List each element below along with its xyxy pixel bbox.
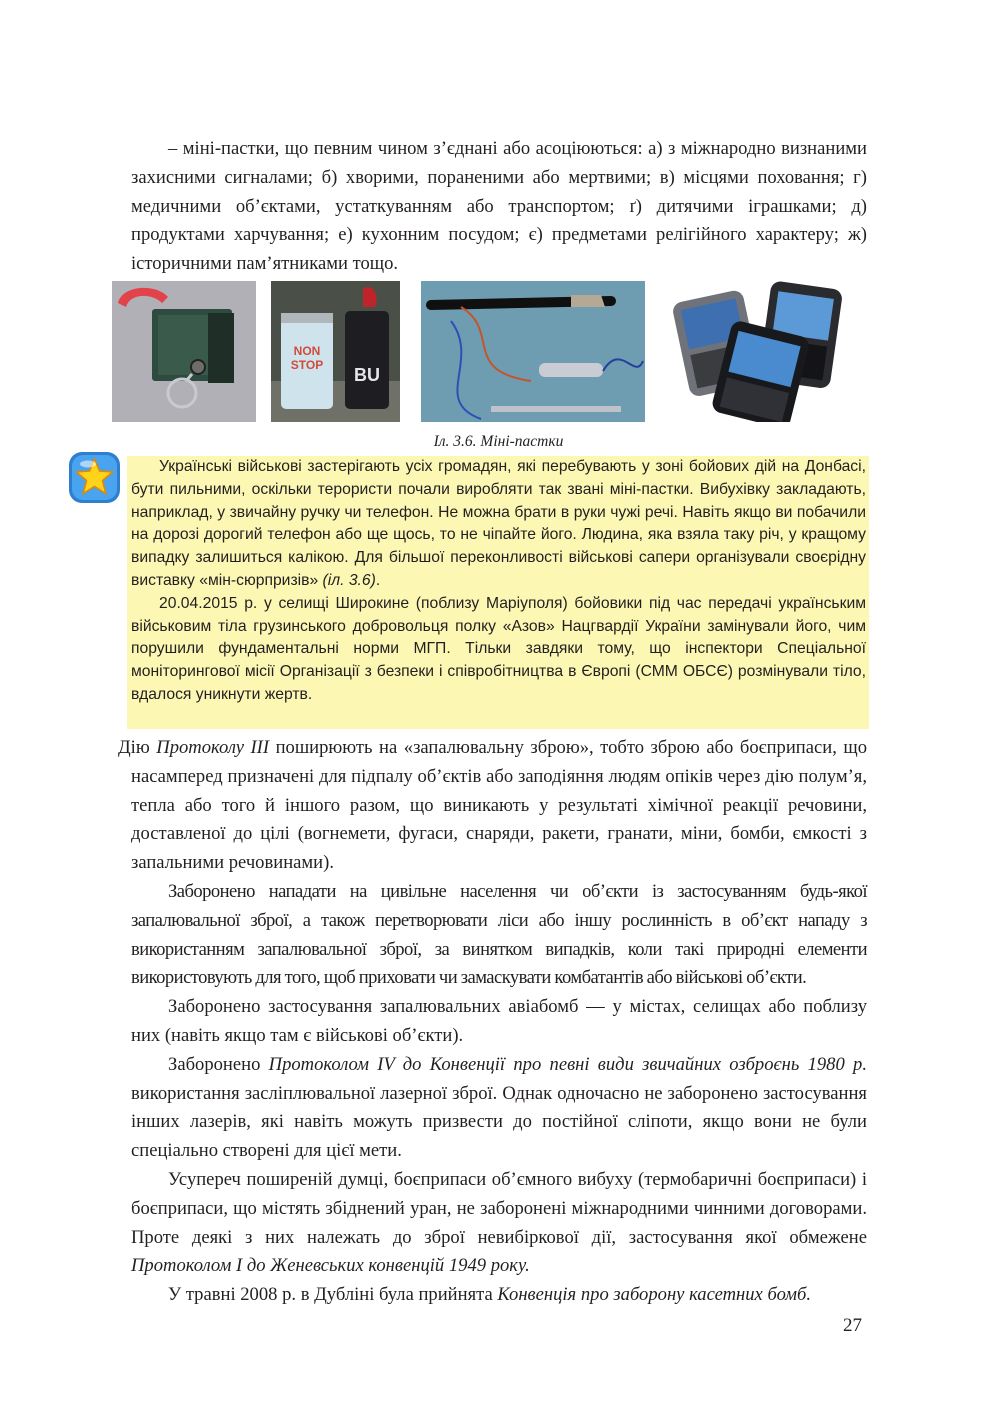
info-note-box xyxy=(127,456,869,729)
body-paragraph-2: Заборонено нападати на цивільне населення чи об’єкти із застосуванням будь-якої запалювальної зброї, а також перетворювати ліси або іншу рослинність в об’єкт нападу з використанням запалювальної зброї, за винятком випадків, коли такі природні елементи використовують для того, щоб приховати чи замаскувати комбатантів або військові об’єкти. xyxy=(131,880,867,989)
note-paragraph-2: 20.04.2015 р. у селищі Широкине (поблизу Маріуполя) бойовики під час передачі українським військовим тіла грузинського добровольця полку «Азов» Нацгвардії України замінували його, чим порушили фундаментальні норми МГП. Тільки завдяки тому, що інспектори Спеціальної моніторингової місії Організації з безпеки і співробітництва в Європі (СММ ОБСЄ) розмінували тіло, вдалося уникнути жертв. xyxy=(131,594,866,703)
figure-photos xyxy=(110,281,870,424)
photo-phones xyxy=(672,281,842,422)
photo-pen-wires xyxy=(421,281,645,422)
can-label-bu: BU xyxy=(354,365,380,385)
body-p5-em: Протоколом І до Женевських конвенцій 1949 року. xyxy=(131,1255,530,1277)
phones-image xyxy=(672,281,842,422)
body-p6-em: Конвенція про заборону касетних бомб. xyxy=(497,1284,812,1306)
can-label-non: NON xyxy=(293,344,321,358)
box-device-image xyxy=(112,281,256,422)
body-paragraph-1 xyxy=(118,734,867,878)
note-paragraph-1 xyxy=(131,456,866,593)
body-p4-em: Протоколом IV до Конвенції про певні види звичайних озброєнь 1980 р. xyxy=(268,1053,867,1075)
photo-cans xyxy=(271,281,400,422)
body-p4-a: Заборонено xyxy=(168,1053,269,1075)
body-paragraph-5 xyxy=(131,1166,867,1281)
body-paragraph-6 xyxy=(131,1281,867,1310)
body-p1-em: Протоколу ІІІ xyxy=(156,737,270,758)
body-paragraph-3: Заборонено застосування запалювальних авіабомб — у містах, селищах або поблизу них (навіть якщо там є військові об’єкти). xyxy=(131,996,867,1046)
star-note-icon xyxy=(67,450,122,505)
intro-paragraph: – міні-пастки, що певним чином з’єднані або асоціюються: а) з міжнародно визнаними захисними сигналами; б) хворими, пораненими або мертвими; в) місцями поховання; г) медичними об’єктами, устаткуванням або транспортом; ґ) дитячими іграшками; д) продуктами харчування; е) кухонним посудом; є) предметами релігійного характеру; ж) історичними пам’ятниками тощо. xyxy=(131,138,867,275)
body-block xyxy=(118,734,867,1310)
intro-block xyxy=(131,135,867,279)
can-label-stop: STOP xyxy=(290,358,324,372)
pen-wires-image xyxy=(421,281,645,422)
note-p1-text: Українські військові застерігають усіх громадян, які перебувають у зоні бойових дій на Донбасі, бути пильними, оскільки терористи почали виробляти так звані міні-пастки. Вибухівку закладають, наприклад, у звичайну ручку чи телефон. Не можна брати в руки чужі речі. Навіть якщо ви побачили на дорозі дорогий телефон або ще щось, то не чіпайте його. Людина, яка взяла таку річ, у кращому випадку залишиться калікою. Для більшої переконливості військові сапери організували своєрідну виставку «мін-сюрпризів» xyxy=(131,458,866,589)
note-p1-figure-ref: (іл. 3.6) xyxy=(322,571,376,589)
page-number: 27 xyxy=(843,1315,862,1336)
body-paragraph-4 xyxy=(131,1051,867,1166)
note-p1-end: . xyxy=(375,571,381,589)
cans-image xyxy=(271,281,400,422)
figure-caption: Іл. 3.6. Міні-пастки xyxy=(433,433,564,450)
body-p1-b: поширюють на «запалювальну зброю», тобто зброю або боєприпаси, що насамперед призначені для підпалу об’єктів або заподіяння людям опіків через дію полум’я, тепла або того й іншого разом, що виникають у результаті хімічної реакції речовини, доставленої до цілі (вогнемети, фугаси, снаряди, ракети, гранати, міни, бомби, ємкості з запальними речовинами). xyxy=(131,737,867,874)
body-p4-b: використання засліплювальної лазерної зброї. Однак одночасно не заборонено застосування інших лазерів, які навіть можуть призвести до постійної сліпоти, якщо вони не були спеціально створені для цієї мети. xyxy=(131,1082,867,1162)
body-p1-a: Дію xyxy=(118,737,157,758)
body-p5-a: Усупереч поширеній думці, боєприпаси об’ємного вибуху (термобаричні боєприпаси) і боєприпаси, що містять збіднений уран, не заборонені міжнародними чинними договорами. Проте деякі з них належать до зброї невибіркової дії, застосування якої обмежене xyxy=(131,1168,867,1248)
body-p6-a: У травні 2008 р. в Дубліні була прийнята xyxy=(168,1284,498,1306)
photo-box-device xyxy=(112,281,256,422)
